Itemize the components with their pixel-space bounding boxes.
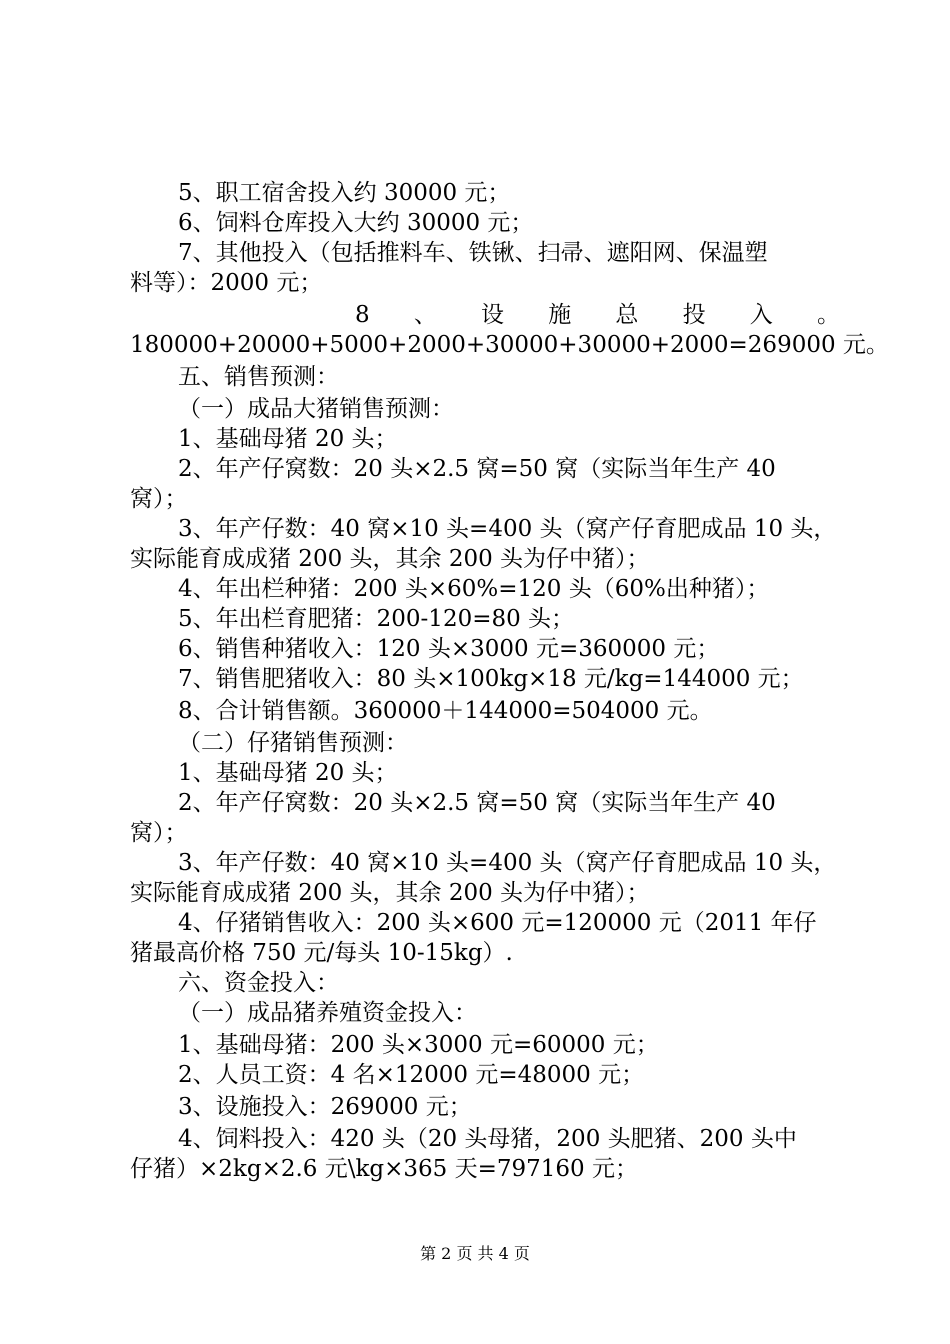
spread-char: 。 [816,302,840,328]
text-line: 2、年产仔窝数：20 头×2.5 窝=50 窝（实际当年生产 40 [178,790,776,816]
text-line: 猪最高价格 750 元/每头 10-15kg）. [130,940,513,966]
text-line: 料等）：2000 元； [130,270,323,296]
subsection-heading: （一）成品大猪销售预测： [178,396,454,422]
section-heading: 六、资金投入： [178,970,339,996]
spread-char: 设 [481,302,505,328]
text-line: 3、年产仔数：40 窝×10 头=400 头（窝产仔育肥成品 10 头， [178,516,837,542]
text-line: 8、合计销售额。360000＋144000=504000 元。 [178,698,713,724]
spread-char: 总 [615,302,639,328]
text-line: 窝）； [130,486,188,512]
text-line: 5、职工宿舍投入约 30000 元； [178,180,511,206]
text-line: 4、年出栏种猪：200 头×60%=120 头（60%出种猪）； [178,576,770,602]
spread-char: 8 [355,302,370,328]
text-line: 窝）； [130,820,188,846]
text-line: 实际能育成成猪 200 头，其余 200 头为仔中猪）； [130,546,650,572]
text-line: 4、饲料投入：420 头（20 头母猪，200 头肥猪、200 头中 [178,1126,797,1152]
section-heading: 五、销售预测： [178,364,339,390]
text-line: 3、设施投入：269000 元； [178,1094,472,1120]
spread-char: 入 [749,302,773,328]
text-line: 1、基础母猪：200 头×3000 元=60000 元； [178,1032,659,1058]
page-footer: 第 2 页 共 4 页 [420,1244,530,1263]
text-line: 3、年产仔数：40 窝×10 头=400 头（窝产仔育肥成品 10 头， [178,850,837,876]
subsection-heading: （二）仔猪销售预测： [178,730,408,756]
text-line: 1、基础母猪 20 头； [178,426,398,452]
spread-char: 施 [548,302,572,328]
text-line: 6、销售种猪收入：120 头×3000 元=360000 元； [178,636,720,662]
spread-char: 投 [682,302,706,328]
text-line: 实际能育成成猪 200 头，其余 200 头为仔中猪）； [130,880,650,906]
text-line: 2、人员工资：4 名×12000 元=48000 元； [178,1062,645,1088]
spread-char: 、 [413,302,437,328]
text-line: 1、基础母猪 20 头； [178,760,398,786]
text-line: 5、年出栏育肥猪：200-120=80 头； [178,606,575,632]
text-line: 7、销售肥猪收入：80 头×100kg×18 元/kg=144000 元； [178,666,804,692]
text-line: 仔猪）×2kg×2.6 元\kg×365 天=797160 元； [130,1156,638,1182]
text-line: 7、其他投入（包括推料车、铁锹、扫帚、遮阳网、保温塑 [178,240,768,266]
text-line: 180000+20000+5000+2000+30000+30000+2000=269000 元。 [130,332,889,358]
text-line: 2、年产仔窝数：20 头×2.5 窝=50 窝（实际当年生产 40 [178,456,776,482]
subsection-heading: （一）成品猪养殖资金投入： [178,1000,477,1026]
justified-line [130,300,840,330]
text-line: 6、饲料仓库投入大约 30000 元； [178,210,534,236]
text-line: 4、仔猪销售收入：200 头×600 元=120000 元（2011 年仔 [178,910,817,936]
